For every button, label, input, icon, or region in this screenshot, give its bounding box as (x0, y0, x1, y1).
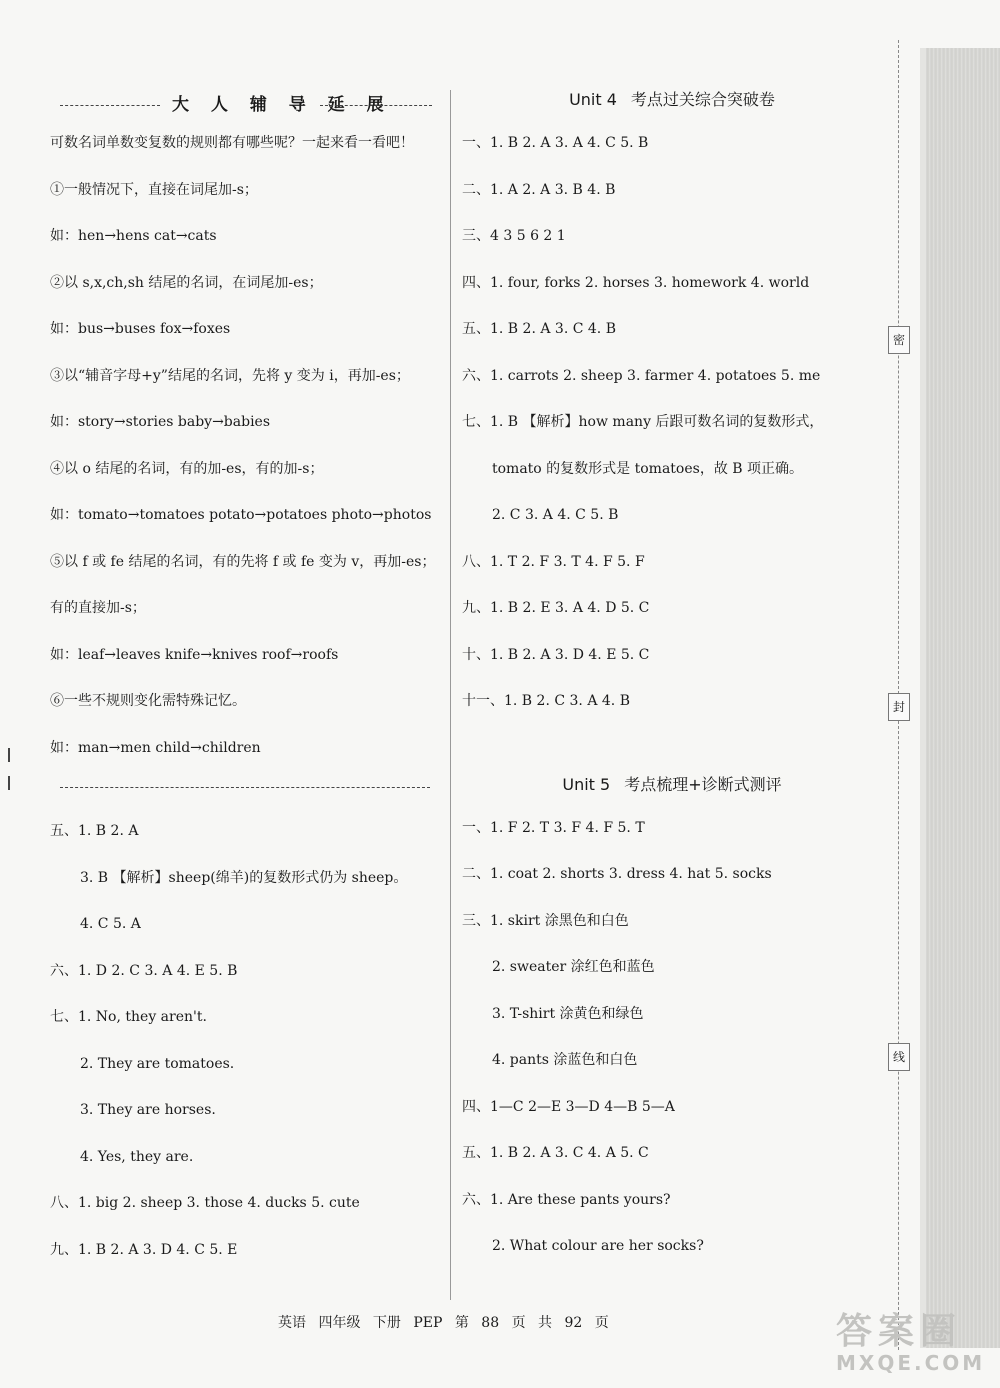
unit4-answers (462, 120, 882, 725)
answer-line: 如：bus→buses fox→foxes (50, 321, 231, 337)
answer-line: 如：hen→hens cat→cats (50, 228, 217, 244)
answer-line: 4. C 5. A (80, 916, 141, 932)
answer-line: ⑤以 f 或 fe 结尾的名词，有的先将 f 或 fe 变为 v，再加-es； (50, 553, 436, 570)
box-title-dash-right (320, 105, 432, 106)
answer-line: 五、1. B 2. A 3. C 4. B (462, 321, 616, 337)
answer-line: 九、1. B 2. E 3. A 4. D 5. C (462, 600, 650, 616)
binding-mark-mi: 密 (888, 326, 910, 354)
unit5-label: Unit 5 (562, 774, 611, 794)
watermark-logo-text: 答案圈 (836, 1311, 963, 1352)
left-answers (50, 808, 440, 1273)
answer-line: 4. pants 涂蓝色和白色 (492, 1052, 638, 1068)
column-divider (450, 90, 451, 1300)
answer-line: 十一、1. B 2. C 3. A 4. B (462, 693, 630, 709)
answer-line: 有的直接加-s； (50, 600, 146, 616)
answer-line: 五、1. B 2. A 3. C 4. A 5. C (462, 1145, 649, 1161)
answer-line: 八、1. T 2. F 3. T 4. F 5. F (462, 553, 645, 570)
site-watermark (836, 1312, 986, 1374)
answer-line: 二、1. A 2. A 3. B 4. B (462, 181, 616, 198)
answer-line: 四、1. four, forks 2. horses 3. homework 4. world (462, 274, 810, 291)
answer-line: 如：tomato→tomatoes potato→potatoes photo→photos (50, 507, 432, 523)
answer-line: 三、4 3 5 6 2 1 (462, 228, 566, 244)
answer-line: 六、1. carrots 2. sheep 3. farmer 4. potatoes 5. me (462, 367, 821, 384)
answer-line: 六、1. Are these pants yours? (462, 1191, 671, 1208)
unit4-title: 考点过关综合突破卷 (630, 90, 775, 109)
edge-mark-bottom (8, 776, 10, 790)
answer-line: 2. They are tomatoes. (80, 1055, 235, 1072)
answer-line: 如：man→men child→children (50, 739, 261, 756)
answer-line: 如：leaf→leaves knife→knives roof→roofs (50, 646, 339, 663)
unit5-title: 考点梳理+诊断式测评 (624, 774, 782, 794)
answer-line: 2. What colour are her socks? (492, 1238, 704, 1254)
unit4-label: Unit 4 (569, 90, 617, 109)
answer-line: ④以 o 结尾的名词，有的加-es，有的加-s； (50, 460, 324, 477)
page-footer: 英语 四年级 下册 PEP 第 88 页 共 92 页 (278, 1315, 609, 1331)
binding-strip (926, 48, 1000, 1348)
box-title-dash-left (60, 105, 160, 106)
answer-line: 二、1. coat 2. shorts 3. dress 4. hat 5. socks (462, 866, 772, 882)
unit4-heading (462, 80, 882, 120)
tutor-box-header (50, 80, 440, 120)
watermark-url: MXQE.COM (836, 1351, 986, 1375)
answer-line: tomato 的复数形式是 tomatoes，故 B 项正确。 (492, 460, 804, 477)
answer-line: 一、1. F 2. T 3. F 4. F 5. T (462, 819, 645, 836)
tutor-box-bottom-dash (60, 787, 430, 788)
answer-line: ⑥一些不规则变化需特殊记忆。 (50, 693, 246, 709)
binding-mark-xian: 线 (888, 1043, 910, 1071)
answer-line: ①一般情况下，直接在词尾加-s； (50, 181, 258, 198)
answer-line: ②以 s,x,ch,sh 结尾的名词，在词尾加-es； (50, 274, 323, 291)
unit5-heading (462, 765, 882, 805)
answer-line: 四、1—C 2—E 3—D 4—B 5—A (462, 1098, 675, 1115)
answer-line: 2. sweater 涂红色和蓝色 (492, 959, 655, 975)
answer-line: 十、1. B 2. A 3. D 4. E 5. C (462, 646, 650, 663)
answer-line: 可数名词单数变复数的规则都有哪些呢？一起来看一看吧！ (50, 135, 414, 151)
section-gap (462, 725, 882, 765)
answer-line: 五、1. B 2. A (50, 823, 139, 839)
answer-line: 七、1. B 【解析】how many 后跟可数名词的复数形式， (462, 414, 824, 430)
answer-line: 3. They are horses. (80, 1102, 216, 1118)
answer-line: ③以“辅音字母+y”结尾的名词，先将 y 变为 i，再加-es； (50, 367, 410, 384)
answer-line: 2. C 3. A 4. C 5. B (492, 507, 619, 523)
binding-mark-feng: 封 (888, 693, 910, 721)
answer-line: 八、1. big 2. sheep 3. those 4. ducks 5. cute (50, 1195, 360, 1211)
right-column (462, 80, 882, 1270)
answer-line: 七、1. No, they aren't. (50, 1009, 207, 1025)
answer-line: 4. Yes, they are. (80, 1148, 194, 1165)
unit5-answers (462, 805, 882, 1270)
tutor-box-title: 大 人 辅 导 延 展 (166, 90, 398, 115)
answer-line: 3. T-shirt 涂黄色和绿色 (492, 1005, 644, 1022)
edge-mark-top (8, 748, 10, 762)
answer-line: 一、1. B 2. A 3. A 4. C 5. B (462, 135, 649, 151)
answer-line: 六、1. D 2. C 3. A 4. E 5. B (50, 962, 238, 979)
tutor-box-content (50, 120, 440, 771)
answer-line: 九、1. B 2. A 3. D 4. C 5. E (50, 1241, 238, 1258)
left-column (50, 80, 440, 1273)
answer-line: 如：story→stories baby→babies (50, 414, 271, 430)
answer-line: 3. B 【解析】sheep(绵羊)的复数形式仍为 sheep。 (80, 869, 408, 886)
answer-line: 三、1. skirt 涂黑色和白色 (462, 912, 629, 929)
